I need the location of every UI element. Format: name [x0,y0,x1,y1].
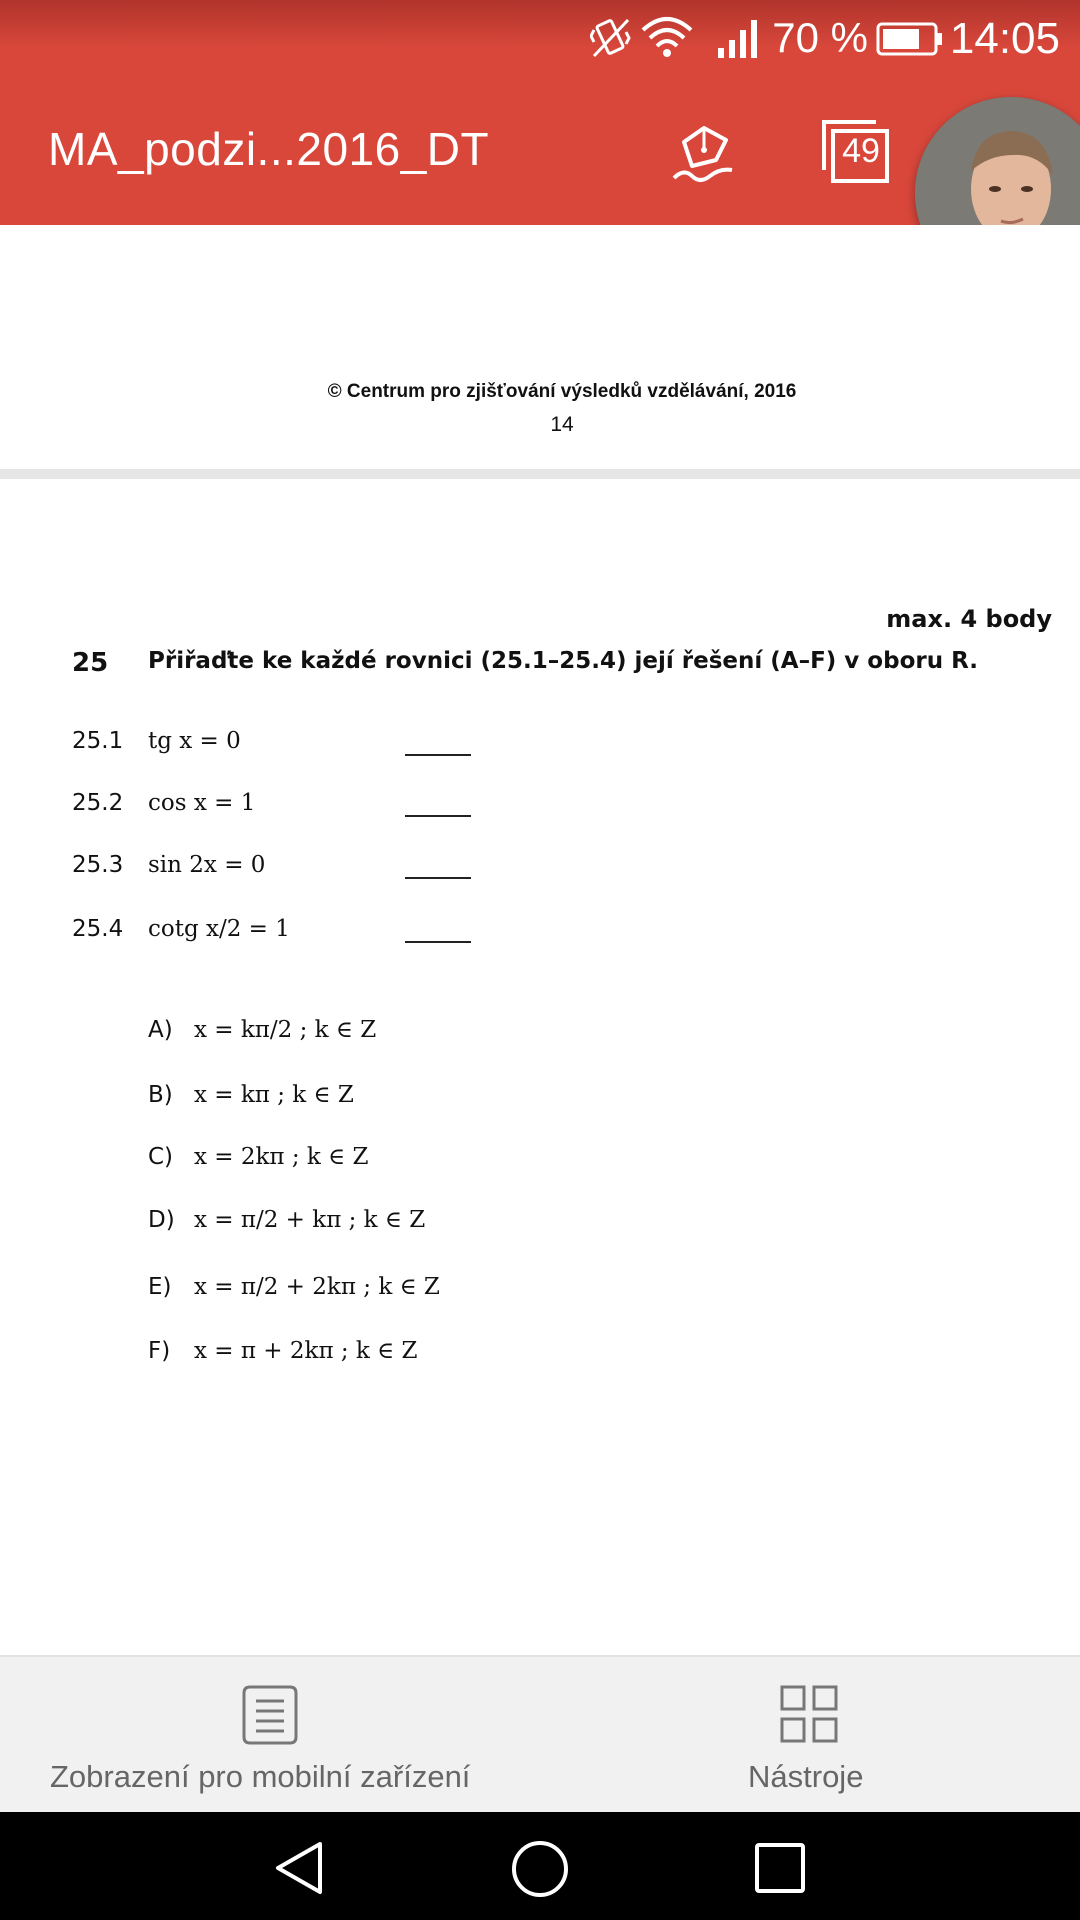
tools-button[interactable] [700,1657,920,1814]
equation-text: sin 2x = 0 [148,852,266,878]
battery-percent: 70 % [772,14,868,61]
equation-number: 25.1 [72,728,124,754]
page-number: 14 [550,413,574,436]
vibrate-icon [590,16,632,60]
option-letter: A) [148,1017,173,1043]
pages-button[interactable] [820,118,890,184]
mobile-view-button[interactable] [30,1657,510,1814]
equation-text: tg x = 0 [148,728,241,754]
document-title: MA_podzi...2016_DT [48,123,490,175]
document-view-icon [242,1685,298,1745]
signal-icon [716,18,762,58]
equation-text: cotg x/2 = 1 [148,916,290,942]
option-text: x = π + 2kπ ; k ∈ Z [194,1338,418,1364]
option-text: x = π/2 + 2kπ ; k ∈ Z [194,1274,440,1300]
grid-tools-icon [780,1685,838,1743]
option-letter: D) [148,1207,175,1233]
option-letter: E) [148,1274,172,1300]
answer-blank[interactable] [405,877,471,879]
option-letter: B) [148,1082,173,1108]
mobile-view-label: Zobrazení pro mobilní zařízení [50,1759,471,1794]
page-count-badge: 49 [842,132,880,170]
equation-number: 25.4 [72,916,124,942]
pdf-page-15 [0,479,1080,1655]
battery-icon [876,22,944,56]
equation-text: cos x = 1 [148,790,256,816]
recents-icon[interactable] [754,1842,806,1894]
wifi-icon [640,14,694,58]
status-bar [0,0,1080,80]
answer-blank[interactable] [405,815,471,817]
option-text: x = 2kπ ; k ∈ Z [194,1144,369,1170]
app-toolbar [0,0,1080,225]
home-icon[interactable] [510,1839,570,1899]
option-letter: F) [148,1338,171,1364]
option-text: x = kπ ; k ∈ Z [194,1082,354,1108]
page-separator [0,469,1080,479]
bottom-toolbar [0,1655,1080,1814]
system-navigation-bar [0,1812,1080,1920]
copyright-footer: © Centrum pro zjišťování výsledků vzdělávání, 2016 [327,381,797,402]
equation-number: 25.3 [72,852,124,878]
question-number: 25 [72,648,109,678]
sign-pen-icon[interactable] [670,120,740,186]
answer-blank[interactable] [405,754,471,756]
back-icon[interactable] [272,1840,328,1896]
answer-blank[interactable] [405,941,471,943]
clock: 14:05 [949,14,1060,63]
equation-number: 25.2 [72,790,124,816]
max-points: max. 4 body [886,605,1052,633]
option-letter: C) [148,1144,174,1170]
option-text: x = π/2 + kπ ; k ∈ Z [194,1207,426,1233]
tools-label: Nástroje [748,1759,864,1794]
pdf-page-14 [0,225,1080,469]
question-text: Přiřaďte ke každé rovnici (25.1–25.4) její řešení (A–F) v oboru R. [148,648,978,674]
option-text: x = kπ/2 ; k ∈ Z [194,1017,377,1043]
